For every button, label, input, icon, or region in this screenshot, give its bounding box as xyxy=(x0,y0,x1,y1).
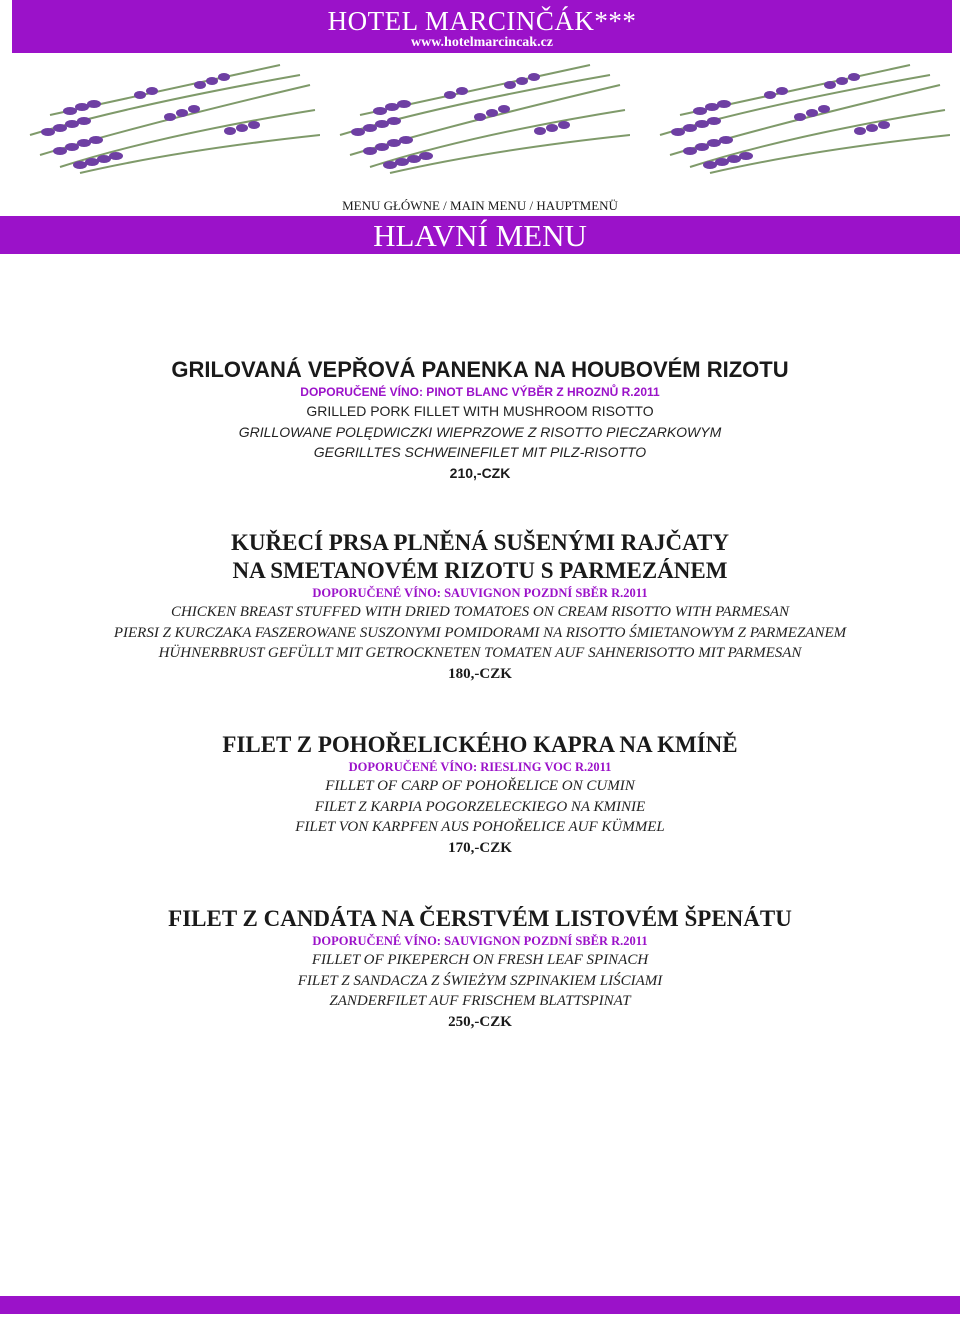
hotel-banner xyxy=(12,0,952,53)
hotel-name: HOTEL MARCINČÁK*** xyxy=(327,6,637,36)
dish-item xyxy=(0,905,960,1032)
dish-item xyxy=(0,731,960,858)
dish-translation-pl: FILET Z KARPIA POGORZELECKIEGO NA KMINIE xyxy=(314,798,646,815)
dish-name: NA SMETANOVÉM RIZOTU S PARMEZÁNEM xyxy=(232,558,728,583)
lavender-image xyxy=(330,55,630,175)
dish-translation-de: FILET VON KARPFEN AUS POHOŘELICE AUF KÜMMEL xyxy=(295,819,665,835)
dish-translation-de: GEGRILLTES SCHWEINEFILET MIT PILZ-RISOTTO xyxy=(313,444,647,460)
dish-translation-en: CHICKEN BREAST STUFFED WITH DRIED TOMATOES ON CREAM RISOTTO WITH PARMESAN xyxy=(170,604,790,620)
wine-recommendation: DOPORUČENÉ VÍNO: SAUVIGNON POZDNÍ SBĚR R.2011 xyxy=(312,934,648,948)
dish-item xyxy=(0,529,960,684)
dish-name: FILET Z POHOŘELICKÉHO KAPRA NA KMÍNĚ xyxy=(222,732,738,757)
wine-recommendation: DOPORUČENÉ VÍNO: SAUVIGNON POZDNÍ SBĚR R.2011 xyxy=(312,586,648,600)
dish-translation-en: FILLET OF PIKEPERCH ON FRESH LEAF SPINACH xyxy=(311,952,649,968)
lavender-image xyxy=(20,55,320,175)
dish-name: FILET Z CANDÁTA NA ČERSTVÉM LISTOVÉM ŠPENÁTU xyxy=(168,906,792,931)
dish-price: 250,-CZK xyxy=(448,1013,512,1030)
hotel-website[interactable]: www.hotelmarcincak.cz xyxy=(410,35,554,50)
dish-name: GRILOVANÁ VEPŘOVÁ PANENKA NA HOUBOVÉM RIZOTU xyxy=(171,357,789,382)
dish-translation-pl: PIERSI Z KURCZAKA FASZEROWANE SUSZONYMI POMIDORAMI NA RISOTTO ŚMIETANOWYM Z PARMEZANEM xyxy=(113,624,847,641)
footer-bar xyxy=(0,1296,960,1314)
lavender-image xyxy=(650,55,950,175)
dish-item xyxy=(0,356,960,483)
dish-price: 180,-CZK xyxy=(448,665,512,682)
dish-translation-pl: GRILLOWANE POLĘDWICZKI WIEPRZOWE Z RISOTTO PIECZARKOWYM xyxy=(238,423,722,440)
wine-recommendation: DOPORUČENÉ VÍNO: PINOT BLANC VÝBĚR Z HROZNŮ R.2011 xyxy=(300,385,660,399)
dish-translation-de: HÜHNERBRUST GEFÜLLT MIT GETROCKNETEN TOMATEN AUF SAHNERISOTTO MIT PARMESAN xyxy=(158,645,802,661)
dish-translation-de: ZANDERFILET AUF FRISCHEM BLATTSPINAT xyxy=(329,993,631,1009)
lavender-images xyxy=(0,55,960,175)
dish-name: KUŘECÍ PRSA PLNĚNÁ SUŠENÝMI RAJČATY xyxy=(231,530,729,555)
dish-price: 210,-CZK xyxy=(449,464,511,481)
dish-translation-en: GRILLED PORK FILLET WITH MUSHROOM RISOTTO xyxy=(306,403,654,419)
menu-title: HLAVNÍ MENU xyxy=(0,216,960,254)
wine-recommendation: DOPORUČENÉ VÍNO: RIESLING VOC R.2011 xyxy=(348,760,612,774)
dish-price: 170,-CZK xyxy=(448,839,512,856)
menu-subtitle: MENU GŁÓWNE / MAIN MENU / HAUPTMENÜ xyxy=(342,198,618,213)
dish-translation-pl: FILET Z SANDACZA Z ŚWIEŻYM SZPINAKIEM LIŚCIAMI xyxy=(297,972,663,989)
dish-translation-en: FILLET OF CARP OF POHOŘELICE ON CUMIN xyxy=(325,778,635,794)
